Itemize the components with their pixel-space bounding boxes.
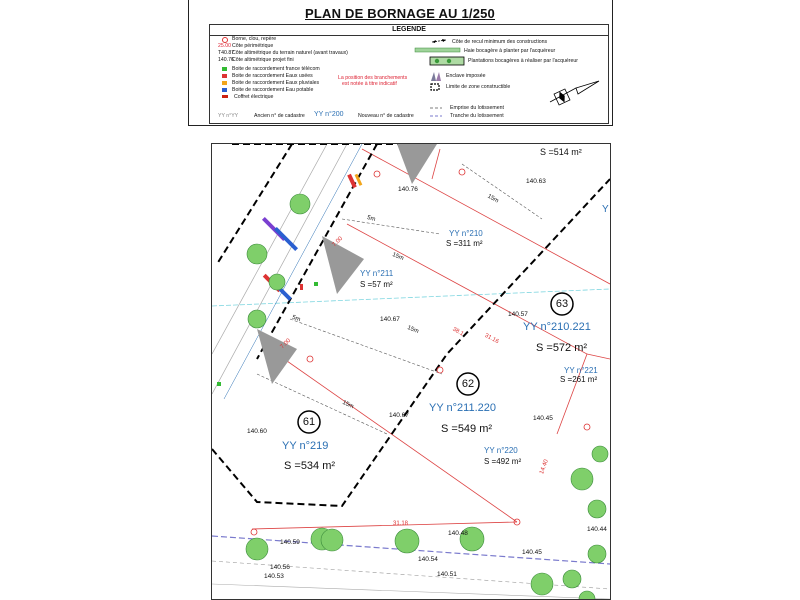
altitude-label: 140.67 [389,412,409,419]
parcel-211-cadastre: YY n°211 [360,269,394,278]
enclave-1 [397,144,437,184]
altitude-label: 140.57 [508,311,528,318]
enclave-2 [322,236,364,294]
parcel-210-cadastre: YY n°210 [449,229,483,238]
lot-61-cadastre: YY n°219 [282,440,329,452]
legend-item-emprise: Emprise du lotissement [450,105,504,111]
legend-item-eau-potable: Boite de raccordement Eau potable [232,87,314,93]
recul-arrow-icon [432,39,446,43]
parcel-220-surface: S =492 m² [484,457,522,466]
nouveau-label: Nouveau n° de cadastre [358,113,414,119]
legend-symbols [210,25,608,123]
parcel-210-surface: S =311 m² [446,239,483,248]
street-edge-1 [212,144,327,354]
altitude-label: 140.45 [533,415,553,422]
altitude-label: 140.63 [526,178,546,185]
sample-cote-projet: 140.76 [218,57,234,63]
parcel-220-cadastre: YY n°220 [484,446,518,455]
trees [246,194,608,599]
dimension-label: 15m [406,325,420,335]
dimension-label: 15m [486,193,500,205]
dimension-label: 14.40 [539,458,550,476]
sample-cote-tn: T40.87 [218,50,235,56]
altitude-label: 140.59 [280,539,300,546]
dimension-label: 31.16 [483,332,500,346]
legend-item-eaux-pluviales: Boite de raccordement Eaux pluviales [232,80,320,86]
legend-item-cote-projet: Côte altimétrique projet fini [232,57,294,63]
plan-title: PLAN DE BORNAGE AU 1/250 [305,6,495,21]
legend-item-coffret: Coffret électrique [234,94,274,100]
legend-note-line-2: est notée à titre indicatif [342,81,397,87]
altitude-label: 140.60 [247,428,267,435]
altitude-label: 140.51 [437,571,457,578]
zone-constructible-swatch [431,84,439,90]
altitude-label: 140.48 [448,530,468,537]
legend-item-enclave: Enclave imposée [446,73,486,79]
legend-note-line-1: La position des branchements [338,75,408,81]
haie-swatch [415,48,460,52]
sample-cote-perimetrique: 25.00 [218,43,231,49]
dimension-label: 5m [366,215,376,223]
parcel-221-cadastre: YY n°221 [564,366,598,375]
enclave-icon [431,72,441,81]
lot-62-number: 62 [461,378,475,390]
lot-63-surface: S =572 m² [536,342,588,354]
legend-item-cote-perimetrique: Côte périmétrique [232,43,274,49]
dimension-label: 31.18 [393,521,409,527]
dimension-label: 7.00 [279,337,293,351]
lot-62-surface: S =549 m² [441,423,493,435]
parcel-top-surface: S =514 m² [540,147,582,157]
legend-heading: LEGENDE [210,25,608,36]
parcel-221-surface: S =261 m² [560,375,598,384]
altitude-label: 140.67 [380,316,400,323]
lot-62-cadastre: YY n°211.220 [429,402,496,414]
north-arrow-icon [550,81,599,105]
cadastral-plan [211,143,611,600]
legend-item-haie: Haie bocagère à planter par l'acquéreur [464,48,556,54]
lot-61-number: 61 [302,416,316,428]
lot-63-cadastre: YY n°210.221 [523,321,591,333]
plantation-swatch [430,57,464,65]
lot-61-surface: S =534 m² [284,460,336,472]
legend-item-recul: Côte de recul minimum des constructions [452,39,548,45]
legend-item-tranche: Tranche du lotissement [450,113,504,119]
legend-item-telecom: Boite de raccordement france télécom [232,66,320,72]
legend-item-plantations: Plantations bocagères à réaliser par l'acquéreur [468,58,578,64]
nouveau-sample: YY n°200 [314,111,344,118]
altitude-label: 140.54 [418,556,438,563]
dimension-label: 5m [291,314,302,324]
legend-item-eaux-usees: Boite de raccordement Eaux usées [232,73,313,79]
dimension-label: 7.00 [331,235,345,249]
plan-edge-letter: Y [602,204,609,215]
dimension-label: 15m [391,252,405,262]
legend-item-zone-constructible: Limite de zone constructible [446,84,511,90]
ancien-label: Ancien n° de cadastre [254,113,305,119]
parcel-211-surface: S =57 m² [360,280,393,289]
altitude-label: 140.53 [264,573,284,580]
altitude-label: 140.45 [522,549,542,556]
legend-box [209,24,609,124]
legend-item-borne: Borne, clou, repère [232,36,277,42]
altitude-label: 140.44 [587,526,607,533]
ancien-sample: YY n°YY [218,113,239,119]
altitude-label: 140.56 [270,564,290,571]
dimension-label: 15m [341,399,355,411]
altitude-label: 140.76 [398,186,418,193]
enclave-3 [257,329,297,384]
legend-item-cote-tn: Côte altimétrique du terrain naturel (avant travaux) [232,50,348,56]
lot-63-number: 63 [555,298,569,310]
plan-drawing [212,144,610,599]
dimension-label: 38.1 [451,326,465,338]
